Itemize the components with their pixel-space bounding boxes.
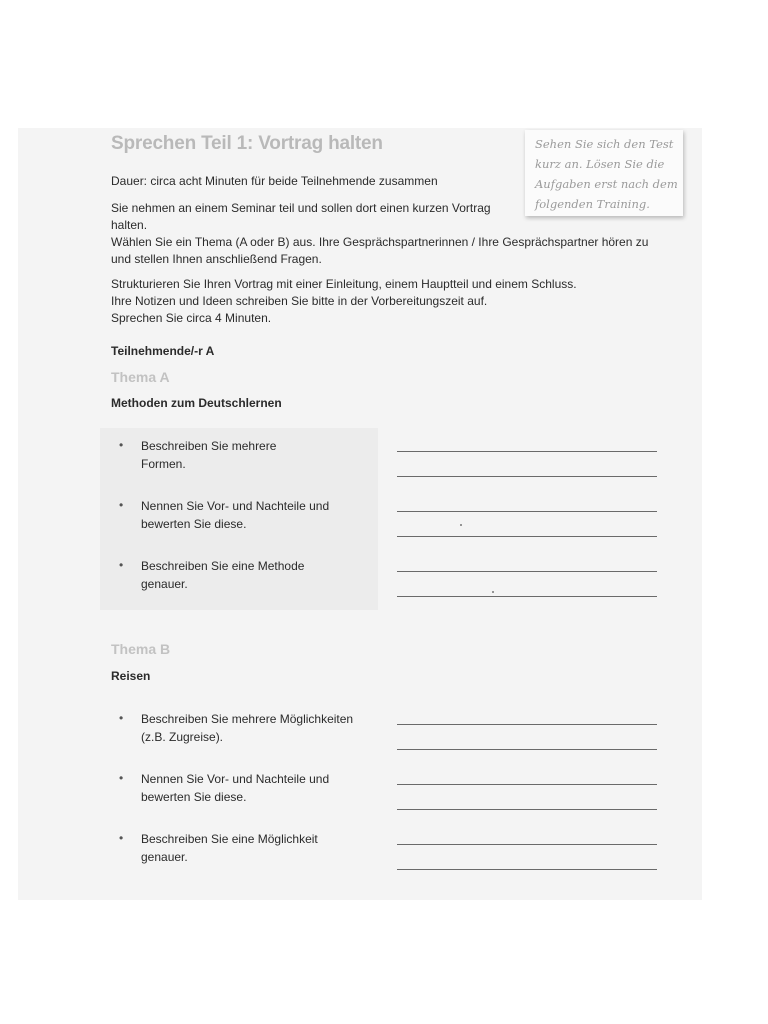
instruction-line: und stellen Ihnen anschließend Fragen. bbox=[111, 252, 322, 266]
answer-line[interactable] bbox=[397, 809, 657, 810]
participant-label: Teilnehmende/-r A bbox=[111, 344, 215, 358]
answer-line[interactable] bbox=[397, 476, 657, 477]
instruction-line: Sie nehmen an einem Seminar teil und sollen dort einen kurzen Vortrag bbox=[111, 201, 491, 215]
task-line: genauer. bbox=[141, 850, 188, 864]
task-line: Formen. bbox=[141, 457, 186, 471]
instruction-line: halten. bbox=[111, 218, 148, 232]
task-line: Nennen Sie Vor- und Nachteile und bbox=[141, 499, 330, 513]
thema-b-subject: Reisen bbox=[111, 669, 151, 683]
task-line: genauer. bbox=[141, 577, 188, 591]
thema-a-subject: Methoden zum Deutschlernen bbox=[111, 396, 282, 410]
answer-line[interactable] bbox=[397, 844, 657, 845]
answer-line[interactable] bbox=[397, 596, 657, 597]
bullet: • bbox=[119, 831, 124, 845]
task-line: Beschreiben Sie eine Methode bbox=[141, 559, 305, 573]
note-line: Sehen Sie sich den Test bbox=[535, 137, 674, 151]
page-title: Sprechen Teil 1: Vortrag halten bbox=[111, 133, 383, 154]
bullet: • bbox=[119, 438, 124, 452]
answer-line[interactable] bbox=[397, 571, 657, 572]
task-line: bewerten Sie diese. bbox=[141, 517, 247, 531]
task-line: Nennen Sie Vor- und Nachteile und bbox=[141, 772, 330, 786]
instruction-line: Strukturieren Sie Ihren Vortrag mit einer Einleitung, einem Hauptteil und einem Schluss. bbox=[111, 277, 577, 291]
bullet: • bbox=[119, 558, 124, 572]
duration-text: Dauer: circa acht Minuten für beide Teilnehmende zusammen bbox=[111, 174, 438, 188]
task-line: Beschreiben Sie mehrere Möglichkeiten bbox=[141, 712, 354, 726]
bullet: • bbox=[119, 771, 124, 785]
note-line: Aufgaben erst nach dem bbox=[535, 177, 678, 191]
instruction-line: Sprechen Sie circa 4 Minuten. bbox=[111, 311, 272, 325]
answer-line[interactable] bbox=[397, 724, 657, 725]
answer-line[interactable] bbox=[397, 536, 657, 537]
task-line: Beschreiben Sie eine Möglichkeit bbox=[141, 832, 318, 846]
answer-line[interactable] bbox=[397, 451, 657, 452]
sticky-note bbox=[525, 130, 683, 216]
task-line: (z.B. Zugreise). bbox=[141, 730, 224, 744]
note-line: folgenden Training. bbox=[535, 197, 650, 211]
instruction-line: Wählen Sie ein Thema (A oder B) aus. Ihre Gesprächspartnerinnen / Ihre Gesprächspartner hören zu bbox=[111, 235, 649, 249]
scan-speck bbox=[460, 524, 462, 526]
bullet: • bbox=[119, 711, 124, 725]
scan-speck bbox=[492, 591, 494, 593]
note-line: kurz an. Lösen Sie die bbox=[535, 157, 665, 171]
answer-line[interactable] bbox=[397, 869, 657, 870]
task-line: Beschreiben Sie mehrere bbox=[141, 439, 277, 453]
answer-line[interactable] bbox=[397, 749, 657, 750]
bullet: • bbox=[119, 498, 124, 512]
task-line: bewerten Sie diese. bbox=[141, 790, 247, 804]
instruction-line: Ihre Notizen und Ideen schreiben Sie bitte in der Vorbereitungszeit auf. bbox=[111, 294, 488, 308]
answer-line[interactable] bbox=[397, 511, 657, 512]
answer-line[interactable] bbox=[397, 784, 657, 785]
thema-b-heading: Thema B bbox=[111, 641, 171, 657]
thema-a-heading: Thema A bbox=[111, 369, 170, 385]
